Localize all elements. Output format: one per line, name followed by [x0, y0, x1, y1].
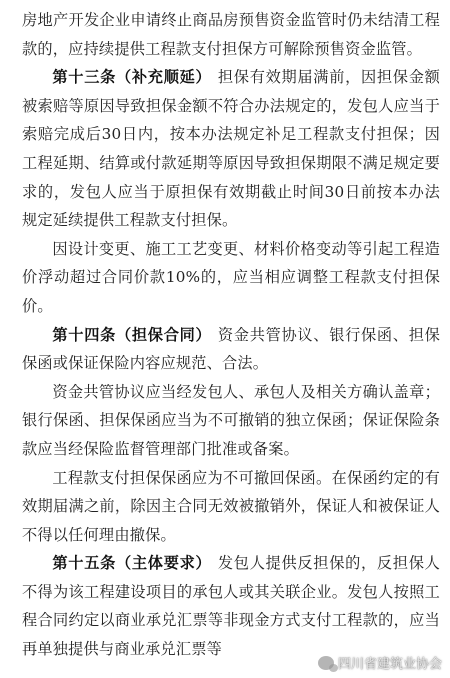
paragraph-text: 担保有效期届满前，因担保金额被索赔等原因导致担保金额不符合办法规定的，发包人应当于索赔完成后30日内，按本办法规定补足工程款支付担保；因工程延期、结算或付款延期等原因导致担保期限不满足规定要求的，发包人应当于原担保有效期截止时间30日前按本办法规定延续提供工程款支付担保。	[22, 68, 440, 230]
article-15-heading: 第十五条（主体要求）	[52, 554, 212, 573]
paragraph-text: 因设计变更、施工工艺变更、材料价格变动等引起工程造价浮动超过合同价款10%的，应当相应调整工程款支付担保价。	[22, 239, 440, 315]
paragraph-1	[22, 6, 440, 63]
article-14-heading: 第十四条（担保合同）	[52, 325, 212, 344]
wechat-icon	[318, 656, 334, 670]
paragraph-7	[22, 549, 440, 663]
article-13-heading: 第十三条（补充顺延）	[52, 68, 212, 87]
paragraph-text: 房地产开发企业申请终止商品房预售资金监管时仍未结清工程款的，应持续提供工程款支付担保方可解除预售资金监管。	[22, 11, 440, 58]
paragraph-text: 工程款支付担保保函应为不可撤回保函。在保函约定的有效期届满之前，除因主合同无效被撤销外，保证人和被保证人不得以任何理由撤保。	[22, 468, 440, 544]
paragraph-4	[22, 321, 440, 378]
paragraph-6	[22, 464, 440, 550]
watermark-text: 四川省建筑业协会	[337, 657, 442, 672]
paragraph-text: 发包人提供反担保的，反担保人不得为该工程建设项目的承包人或其关联企业。发包人按照工程合同约定以商业承兑汇票等非现金方式支付工程款的，应当再单独提供与商业承兑汇票等	[22, 554, 440, 659]
paragraph-text: 资金共管协议、银行保函、担保保函或保证保险内容应规范、合法。	[22, 325, 440, 373]
paragraph-text: 资金共管协议应当经发包人、承包人及相关方确认盖章；银行保函、担保保函应当为不可撤销的独立保函；保证保险条款应当经保险监督管理部门批准或备案。	[22, 382, 440, 458]
watermark	[318, 653, 442, 672]
paragraph-5	[22, 378, 440, 464]
paragraph-2	[22, 63, 440, 235]
paragraph-3	[22, 235, 440, 321]
